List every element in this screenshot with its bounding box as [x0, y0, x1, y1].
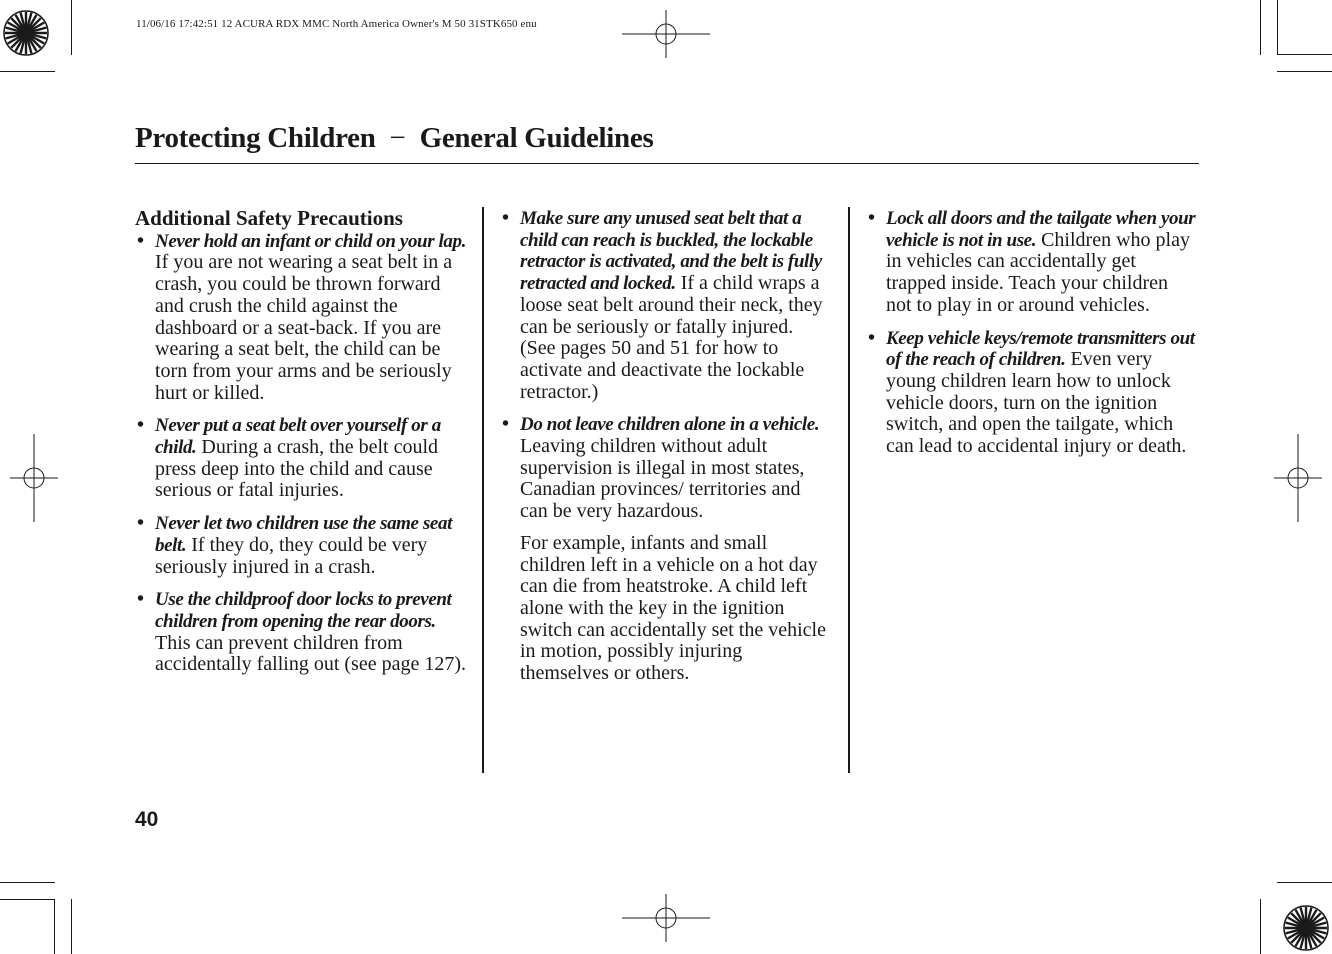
bullet-item	[135, 513, 470, 578]
bullet-lead: Use the childproof door locks to prevent children from opening the rear doors.	[155, 589, 452, 632]
title-separator: −	[389, 122, 406, 154]
bullet-lead: Make sure any unused seat belt that a child can reach is buckled, the lockable retractor is activated, and the belt is fully retracted and locked.	[520, 208, 822, 295]
bullet-item	[866, 328, 1198, 458]
page-title-sub: General Guidelines	[419, 122, 654, 154]
registration-sunburst-icon	[2, 9, 50, 57]
bullet-body: During a crash, the belt could press deep into the child and cause serious or fatal injuries.	[155, 436, 439, 502]
registration-crosshair-icon	[10, 434, 58, 522]
bullet-icon: •	[137, 512, 145, 535]
crop-mark	[1277, 54, 1332, 55]
bullet-list	[866, 208, 1198, 458]
bullet-list	[135, 231, 470, 676]
bullet-item	[135, 231, 470, 405]
column-divider	[482, 207, 484, 773]
bullet-body: This can prevent children from accidentally falling out (see page 127).	[155, 631, 466, 676]
crop-mark	[0, 882, 55, 883]
crop-mark	[0, 899, 55, 900]
bullet-icon: •	[868, 207, 876, 229]
bullet-body: If you are not wearing a seat belt in a crash, you could be thrown forward and crush the child against the dashboard or a seat-back. If you are wearing a seat belt, the child can be torn from your arms and be seriously hurt or killed.	[155, 251, 453, 404]
registration-sunburst-icon	[1282, 904, 1330, 952]
section-heading: Additional Safety Precautions	[135, 206, 403, 230]
registration-crosshair-icon	[1274, 434, 1322, 522]
bullet-body: If they do, they could be very seriously injured in a crash.	[155, 533, 428, 578]
crop-mark	[1277, 882, 1332, 883]
bullet-list	[500, 208, 832, 523]
column-3	[866, 208, 1198, 469]
crop-mark	[1277, 0, 1278, 55]
bullet-item	[866, 208, 1198, 317]
crop-mark	[0, 71, 55, 72]
bullet-body: Children who play in vehicles can accidentally get trapped inside. Teach your children not to play in or around vehicles.	[886, 228, 1190, 316]
bullet-lead: Never hold an infant or child on your lap.	[155, 230, 466, 252]
bullet-icon: •	[137, 588, 145, 611]
bullet-body: Leaving children without adult supervision is illegal in most states, Canadian provinces/ territories and can be very hazardous.	[520, 435, 805, 523]
registration-crosshair-icon	[622, 882, 710, 954]
bullet-lead: Keep vehicle keys/remote transmitters out of the reach of children.	[886, 327, 1195, 371]
bullet-body: If a child wraps a loose seat belt around their neck, they can be seriously or fatally injured. (See pages 50 and 51 for how to activate and deactivate the lockable retractor.)	[520, 272, 823, 403]
bullet-lead: Never let two children use the same seat belt.	[155, 513, 452, 556]
bullet-icon: •	[502, 413, 510, 436]
crop-mark	[71, 899, 72, 954]
title-rule	[135, 163, 1199, 164]
bullet-icon: •	[868, 326, 876, 349]
bullet-body: Even very young children learn how to unlock vehicle doors, turn on the ignition switch, and open the tailgate, which can lead to accidental injury or death.	[886, 348, 1187, 458]
crop-mark	[1260, 899, 1261, 954]
column-1	[135, 208, 470, 687]
bullet-item	[135, 415, 470, 502]
page-title	[135, 122, 653, 155]
crop-mark	[1277, 71, 1332, 72]
bullet-lead: Do not leave children alone in a vehicle.	[520, 414, 820, 436]
bullet-item	[500, 208, 832, 403]
bullet-item	[500, 414, 832, 523]
print-metadata: 11/06/16 17:42:51 12 ACURA RDX MMC North America Owner's M 50 31STK650 enu	[136, 18, 537, 30]
crop-mark	[54, 899, 55, 954]
crop-mark	[1260, 0, 1261, 55]
bullet-icon: •	[137, 229, 145, 252]
column-2	[500, 208, 832, 685]
crop-mark	[71, 0, 72, 55]
column-divider	[848, 207, 850, 773]
bullet-lead: Never put a seat belt over yourself or a child.	[155, 415, 441, 459]
registration-crosshair-icon	[622, 0, 710, 72]
page-title-main: Protecting Children	[135, 122, 376, 154]
page-number: 40	[135, 808, 159, 831]
bullet-lead: Lock all doors and the tailgate when your vehicle is not in use.	[886, 208, 1196, 251]
bullet-icon: •	[137, 414, 145, 437]
body-paragraph: For example, infants and small children left in a vehicle on a hot day can die from heatstroke. A child left alone with the key in the ignition switch can accidentally set the vehicle in motion, possibly injuring themselves or others.	[520, 531, 826, 685]
bullet-item	[135, 589, 470, 676]
bullet-icon: •	[502, 207, 510, 229]
